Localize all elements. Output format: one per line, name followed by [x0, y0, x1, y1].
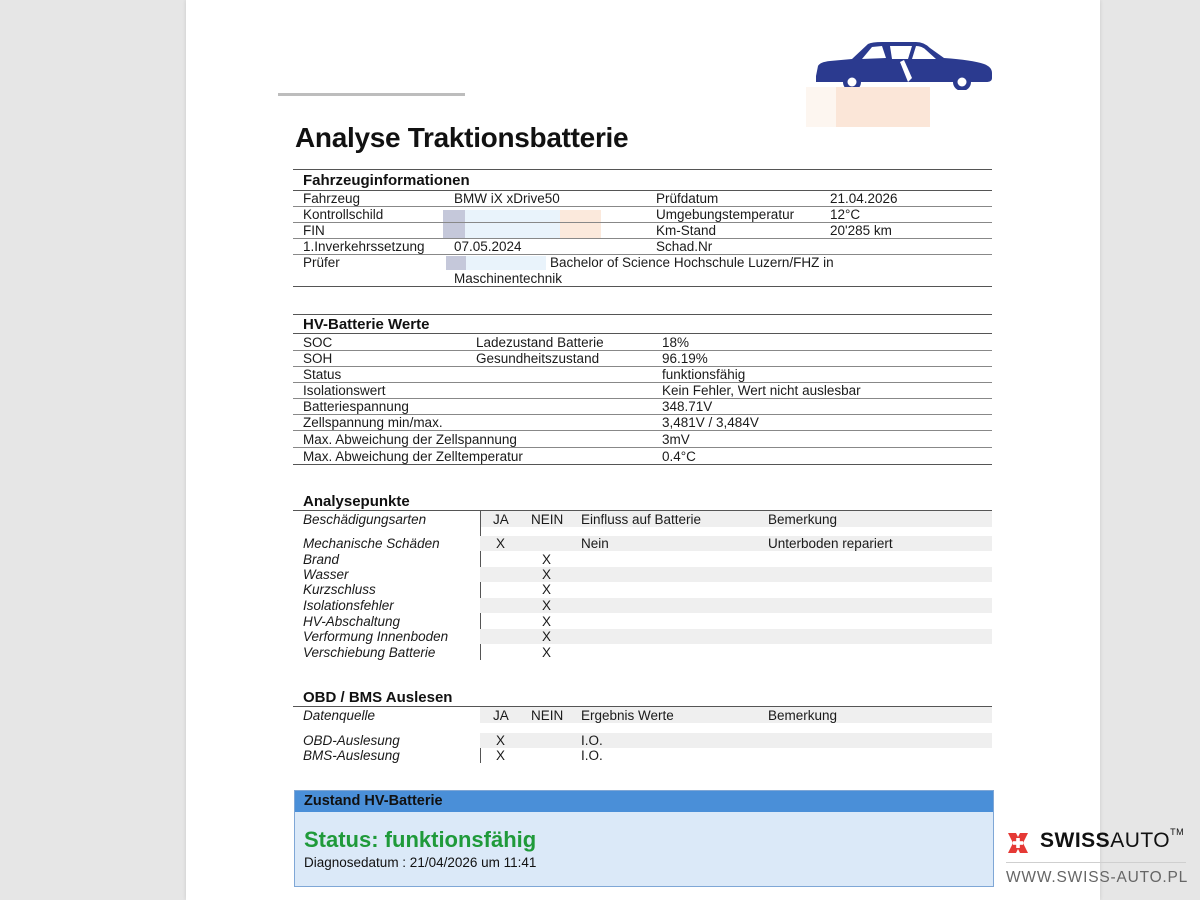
hv-row-value: Kein Fehler, Wert nicht auslesbar — [662, 383, 861, 398]
inverkehr-label: 1.Inverkehrssetzung — [303, 239, 425, 254]
hv-row-value: 348.71V — [662, 399, 713, 414]
obd-col-nein: NEIN — [531, 708, 564, 723]
obd-col-source: Datenquelle — [303, 708, 376, 723]
hv-row-value: 0.4°C — [662, 449, 696, 464]
fahrzeug-value: BMW iX xDrive50 — [454, 191, 560, 206]
km-value: 20'285 km — [830, 223, 892, 238]
obd-row-ergebnis: I.O. — [581, 748, 603, 763]
obd-col-ja: JA — [493, 708, 509, 723]
redacted-block — [560, 210, 601, 238]
hv-heading: HV-Batterie Werte — [303, 316, 430, 333]
analyse-row-name: Isolationsfehler — [303, 598, 394, 613]
analyse-row-ja: X — [496, 536, 506, 551]
document-title: Analyse Traktionsbatterie — [295, 122, 629, 153]
diagnosis-date: Diagnosedatum : 21/04/2026 um 11:41 — [304, 855, 537, 870]
hv-row-label: Zellspannung min/max. — [303, 415, 443, 430]
logo-swiss: SWISS — [1040, 829, 1111, 852]
obd-col-bemerkung: Bemerkung — [768, 708, 838, 723]
rule — [293, 206, 992, 207]
rule — [293, 350, 992, 351]
analyse-col-bemerkung: Bemerkung — [768, 512, 838, 527]
hv-row-label: Isolationswert — [303, 383, 386, 398]
rule — [293, 286, 992, 287]
row-band — [480, 567, 992, 582]
analyse-heading: Analysepunkte — [303, 493, 410, 510]
hv-row-value: 3mV — [662, 432, 690, 447]
hv-row-label: Status — [303, 367, 342, 382]
hv-row-label: SOH — [303, 351, 333, 366]
row-band — [480, 536, 992, 551]
analyse-row-nein: X — [542, 629, 552, 644]
hv-row-label: Max. Abweichung der Zelltemperatur — [303, 449, 523, 464]
status-text: Status: funktionsfähig — [304, 827, 537, 852]
vehicle-heading: Fahrzeuginformationen — [303, 172, 470, 189]
hv-row-value: 3,481V / 3,484V — [662, 415, 759, 430]
analyse-row-nein: X — [542, 614, 552, 629]
logo-auto: AUTO — [1110, 829, 1171, 852]
obd-row-name: BMS-Auslesung — [303, 748, 400, 763]
row-band — [480, 629, 992, 644]
rule — [293, 314, 992, 315]
hv-row-desc: Ladezustand Batterie — [476, 335, 604, 350]
analyse-col-nein: NEIN — [531, 512, 564, 527]
analyse-col-type: Beschädigungsarten — [303, 512, 427, 527]
analyse-row-name: Brand — [303, 552, 340, 567]
rule — [293, 333, 992, 334]
rule — [293, 464, 992, 465]
status-panel-title: Zustand HV-Batterie — [304, 793, 443, 809]
pruefdatum-label: Prüfdatum — [656, 191, 719, 206]
header-rule — [278, 93, 465, 96]
analyse-col-ja: JA — [493, 512, 509, 527]
rule — [293, 430, 992, 431]
kontrollschild-label: Kontrollschild — [303, 207, 384, 222]
analyse-row-bemerkung: Unterboden repariert — [768, 536, 893, 551]
inverkehr-value: 07.05.2024 — [454, 239, 522, 254]
umgebung-value: 12°C — [830, 207, 861, 222]
fin-label: FIN — [303, 223, 325, 238]
analyse-row-name: Verschiebung Batterie — [303, 645, 436, 660]
pruefer-label: Prüfer — [303, 255, 340, 270]
rule — [293, 447, 992, 448]
status-panel-header — [295, 791, 993, 812]
redacted-block — [443, 210, 465, 238]
analyse-row-name: Kurzschluss — [303, 582, 376, 597]
hv-row-value: funktionsfähig — [662, 367, 746, 382]
swissauto-wordmark — [1040, 829, 1184, 853]
pruefer-value-line1: Bachelor of Science Hochschule Luzern/FHZ in — [550, 255, 834, 270]
obd-row-ja: X — [496, 733, 506, 748]
pruefer-value-line2: Maschinentechnik — [454, 271, 563, 286]
obd-row-ergebnis: I.O. — [581, 733, 603, 748]
analyse-row-nein: X — [542, 552, 552, 567]
schad-label: Schad.Nr — [656, 239, 713, 254]
fahrzeug-label: Fahrzeug — [303, 191, 361, 206]
hv-row-value: 18% — [662, 335, 690, 350]
hv-row-label: Batteriespannung — [303, 399, 409, 414]
analyse-row-nein: X — [542, 598, 552, 613]
obd-row-ja: X — [496, 748, 506, 763]
redacted-block — [466, 256, 546, 270]
logo-tm: TM — [1170, 827, 1185, 837]
km-label: Km-Stand — [656, 223, 717, 238]
umgebung-label: Umgebungstemperatur — [656, 207, 795, 222]
redacted-block — [446, 256, 466, 270]
obd-col-ergebnis: Ergebnis Werte — [581, 708, 674, 723]
rule — [293, 366, 992, 367]
row-band — [480, 598, 992, 613]
hv-row-label: Max. Abweichung der Zellspannung — [303, 432, 517, 447]
analyse-row-name: Verformung Innenboden — [303, 629, 449, 644]
obd-heading: OBD / BMS Auslesen — [303, 689, 453, 706]
car-icon — [812, 40, 994, 90]
redacted-block — [806, 87, 836, 127]
row-band — [480, 733, 992, 748]
pruefdatum-value: 21.04.2026 — [830, 191, 898, 206]
status-panel — [294, 790, 994, 887]
swissauto-mark-icon — [1006, 831, 1030, 855]
redacted-block — [836, 87, 930, 127]
analyse-row-nein: X — [542, 567, 552, 582]
hv-row-label: SOC — [303, 335, 333, 350]
analyse-row-nein: X — [542, 582, 552, 597]
redacted-block — [465, 210, 560, 238]
analyse-row-name: HV-Abschaltung — [303, 614, 401, 629]
website-link[interactable]: WWW.SWISS-AUTO.PL — [1006, 869, 1189, 886]
analyse-row-nein: X — [542, 645, 552, 660]
analyse-row-einfluss: Nein — [581, 536, 609, 551]
logo-divider — [1006, 862, 1186, 863]
rule — [293, 169, 992, 170]
hv-row-desc: Gesundheitszustand — [476, 351, 600, 366]
rule — [293, 382, 992, 383]
obd-row-name: OBD-Auslesung — [303, 733, 400, 748]
analyse-row-name: Wasser — [303, 567, 349, 582]
analyse-row-name: Mechanische Schäden — [303, 536, 440, 551]
hv-row-value: 96.19% — [662, 351, 708, 366]
analyse-col-einfluss: Einfluss auf Batterie — [581, 512, 702, 527]
